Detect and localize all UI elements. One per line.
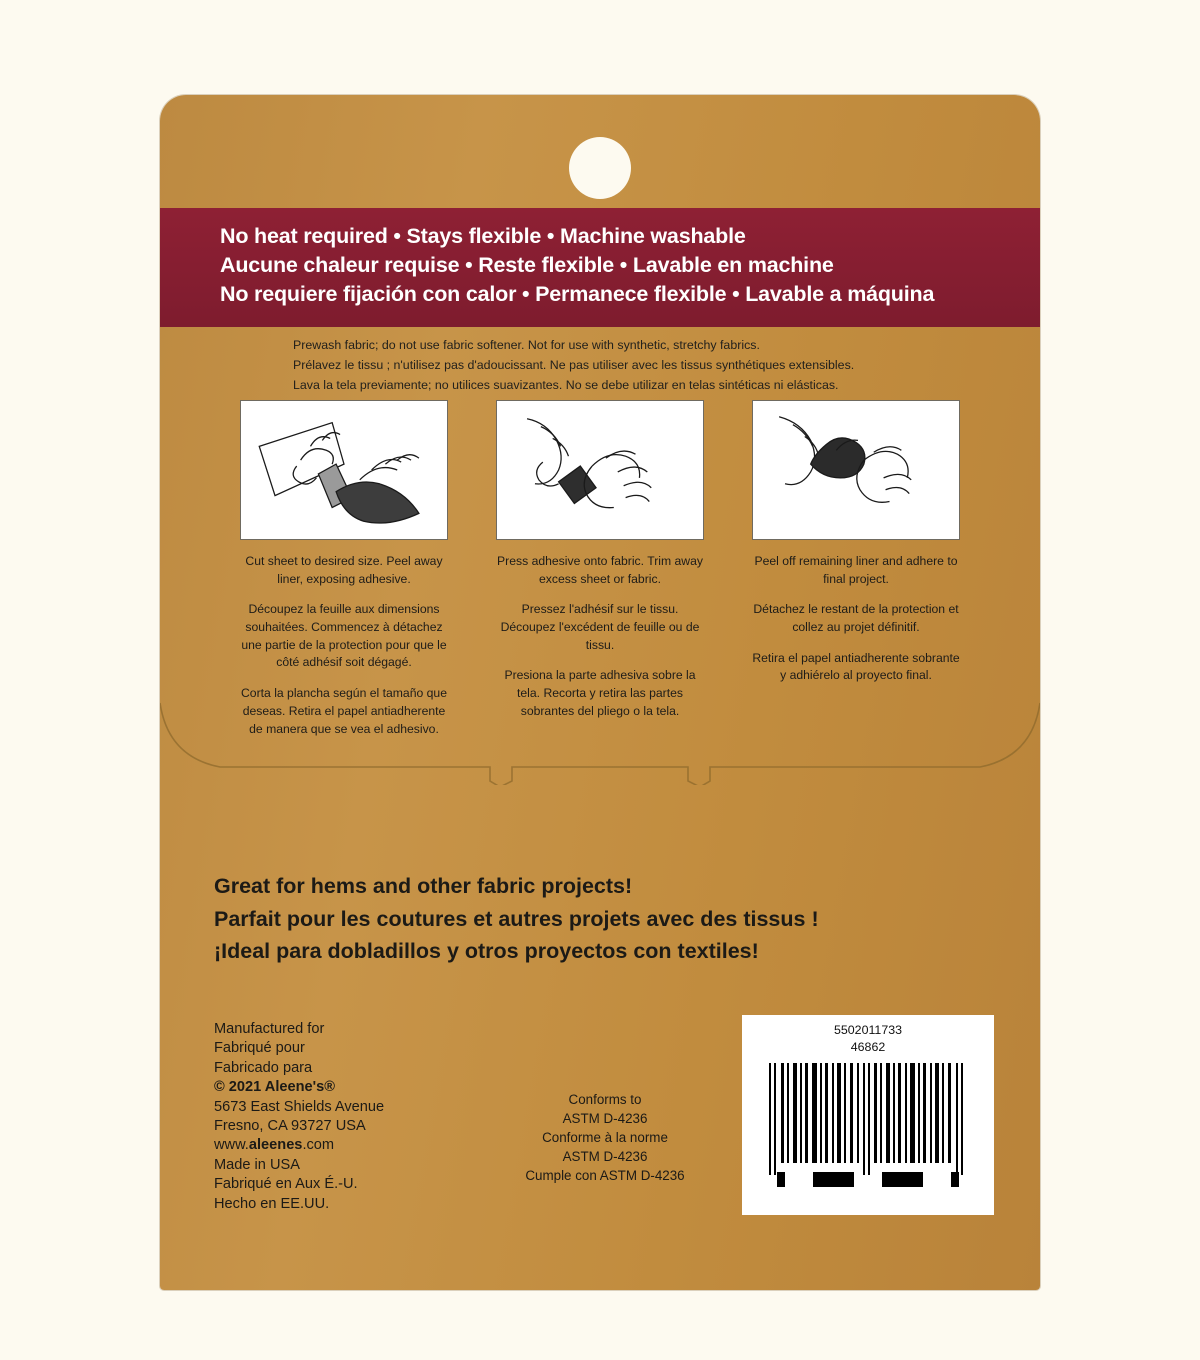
tagline-en: Great for hems and other fabric projects! [214,874,633,898]
step-1-caption [240,553,448,738]
manufacturer-block [214,1020,384,1214]
product-package-back [160,95,1040,1290]
banner-line-es: No requiere fijación con calor • Permanece flexible • Lavable a máquina [220,282,935,307]
step-2-caption [496,553,704,721]
hands-peeling-liner-icon [752,400,960,540]
astm-code-en: ASTM D-4236 [562,1111,648,1127]
feature-banner [160,208,1040,327]
hang-hole [569,137,631,199]
manufactured-for-en: Manufactured for [214,1021,325,1037]
brand-copyright: © 2021 Aleene's® [214,1079,335,1096]
manufactured-for-es: Fabricado para [214,1059,313,1076]
step-2-fr: Pressez l'adhésif sur le tissu. Découpez l'excédent de feuille ou de tissu. [500,602,700,652]
step-3-fr: Détachez le restant de la protection et collez au projet définitif. [753,602,959,635]
website-prefix: www. [214,1137,249,1154]
prewash-notes [293,335,923,395]
origin-en: Made in USA [214,1156,300,1173]
hands-pressing-adhesive-icon [496,400,704,540]
tagline-block [214,870,974,968]
origin-fr: Fabriqué en Aux É.-U. [214,1176,358,1193]
address-street: 5673 East Shields Avenue [214,1098,385,1115]
step-1-fr: Découpez la feuille aux dimensions souhaitées. Commencez à détachez une partie de la protection pour que le côté adhésif soit dégagé. [241,602,447,670]
website-suffix: .com [302,1137,335,1154]
barcode-numbers [742,1022,994,1055]
banner-line-en: No heat required • Stays flexible • Machine washable [220,224,746,248]
banner-line-fr: Aucune chaleur requise • Reste flexible • Lavable en machine [220,253,834,278]
barcode-label [742,1015,994,1215]
barcode-left-digit: 0 [777,1172,786,1188]
conforms-to-fr: Conforme à la norme [542,1130,668,1146]
barcode-group-2: 46862 [881,1172,924,1188]
step-1 [240,400,448,738]
prewash-note-es: Lava la tela previamente; no utilices suavizantes. No se debe utilizar en telas sintéticas ni elásticas. [293,378,839,393]
barcode-bars [763,1063,973,1191]
barcode-item: 46862 [850,1039,886,1054]
step-3-es: Retira el papel antiadherente sobrante y adhiérelo al proyecto final. [752,650,960,683]
prewash-note-en: Prewash fabric; do not use fabric softener. Not for use with synthetic, stretchy fabrics. [293,338,760,352]
astm-code-fr: ASTM D-4236 [562,1149,648,1165]
step-1-en: Cut sheet to desired size. Peel away liner, exposing adhesive. [245,554,443,586]
step-2-es: Presiona la parte adhesiva sobre la tela. Recorta y retira las partes sobrantes del pliego o la tela. [504,668,696,718]
step-2 [496,400,704,738]
conforms-to-es: Cumple con ASTM D-4236 [525,1168,685,1184]
step-3-en: Peel off remaining liner and adhere to final project. [754,554,958,586]
prewash-note-fr: Prélavez le tissu ; n'utilisez pas d'adoucissant. Ne pas utiliser avec les tissus synthétiques extensibles. [293,358,855,373]
origin-es: Hecho en EE.UU. [214,1195,330,1212]
hands-cutting-sheet-icon [240,400,448,540]
website-domain: aleenes [248,1137,303,1154]
step-3-caption [752,553,960,685]
step-1-es: Corta la plancha según el tamaño que deseas. Retira el papel antiadherente de manera que se vea el adhesivo. [241,686,447,736]
barcode-group-1: 17754 [812,1172,855,1188]
conforms-to-en: Conforms to [568,1092,642,1107]
instruction-steps [160,400,1040,738]
manufactured-for-fr: Fabriqué pour [214,1040,305,1057]
barcode-sku: 5502011733 [834,1023,902,1037]
barcode-right-digit: 8 [950,1172,959,1188]
tagline-es: ¡Ideal para dobladillos y otros proyectos con textiles! [214,939,759,964]
website [214,1136,384,1155]
tagline-fr: Parfait pour les coutures et autres projets avec des tissus ! [214,906,819,931]
step-2-en: Press adhesive onto fabric. Trim away excess sheet or fabric. [497,554,703,586]
address-city: Fresno, CA 93727 USA [214,1118,366,1135]
step-3 [752,400,960,738]
barcode-digit-row [763,1172,973,1187]
conformance-block [490,1090,720,1185]
